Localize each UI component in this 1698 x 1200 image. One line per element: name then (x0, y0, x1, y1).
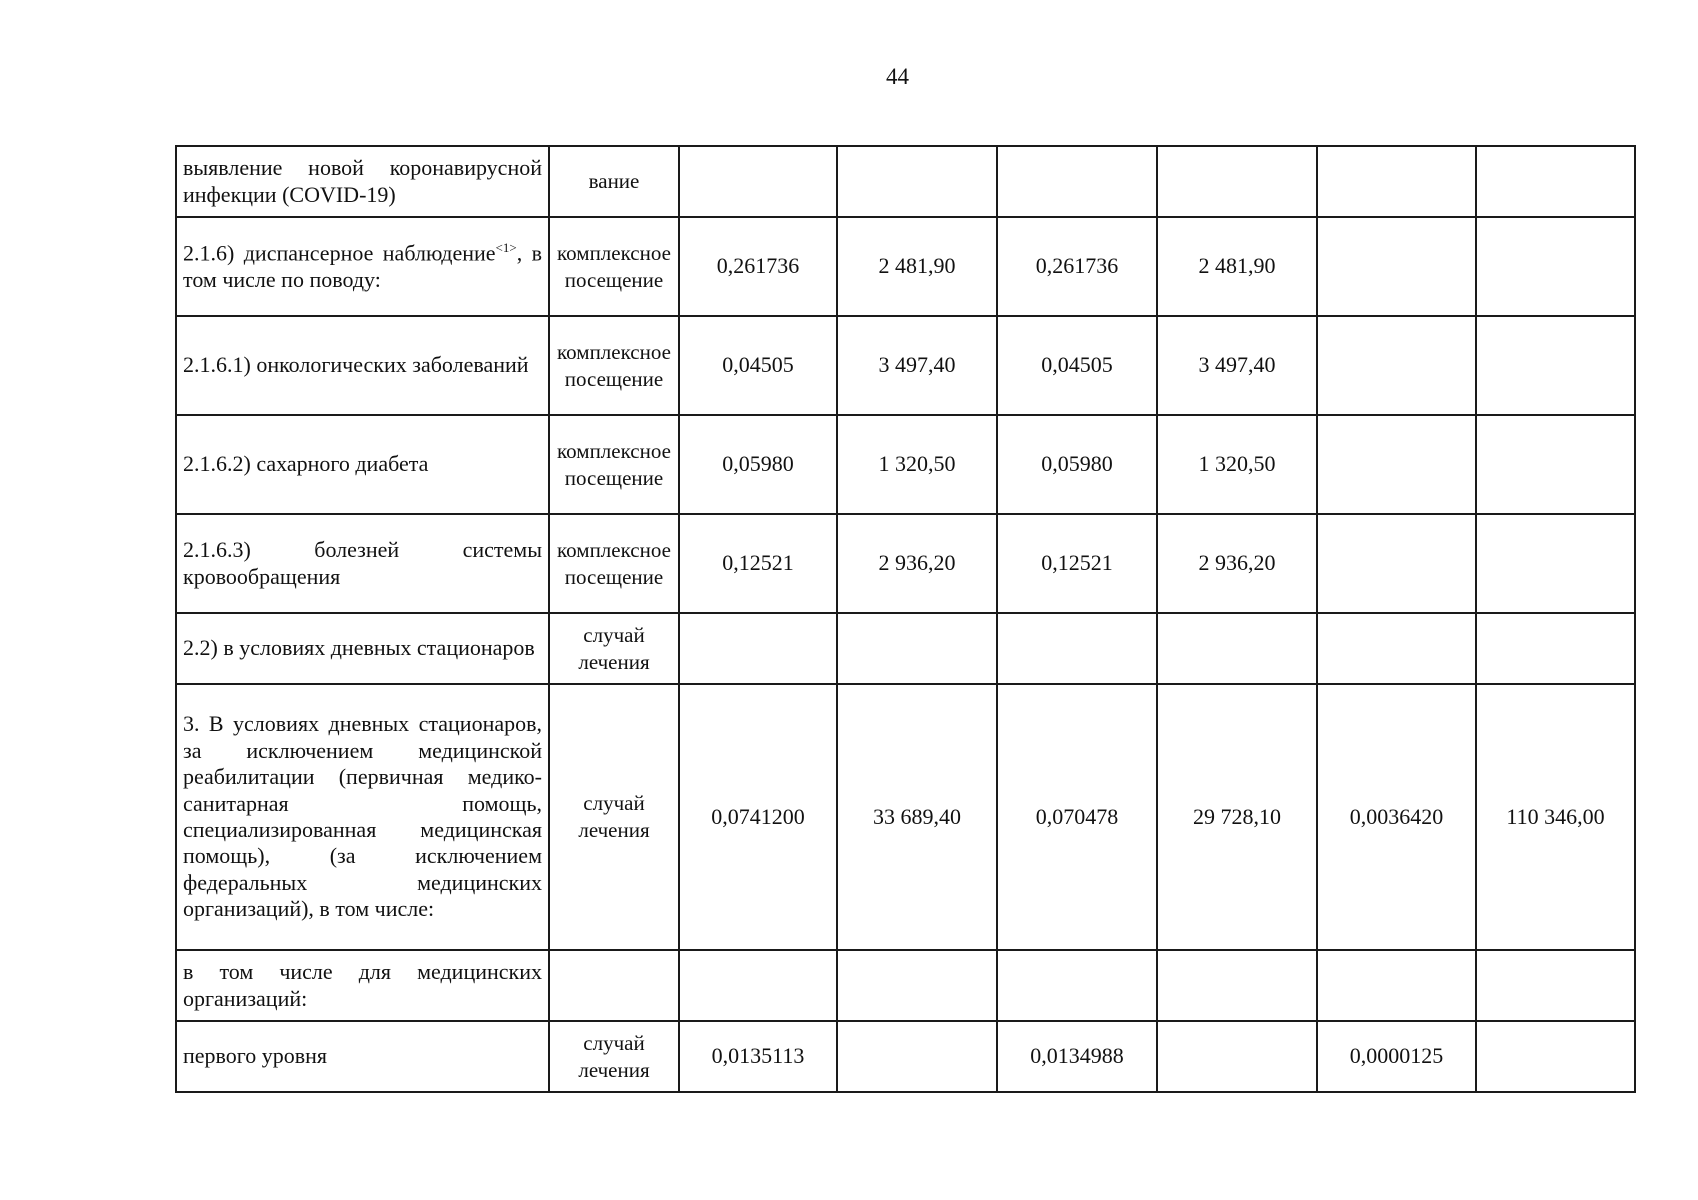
row-unit (549, 950, 679, 1021)
table-row (176, 316, 1635, 415)
row-cell (1157, 146, 1317, 217)
row-cell (837, 613, 997, 684)
table-row (176, 684, 1635, 950)
row-cell (1317, 146, 1476, 217)
row-cell: 0,261736 (679, 217, 837, 316)
row-unit: комплексное посещение (549, 217, 679, 316)
row-cell: 33 689,40 (837, 684, 997, 950)
row-cell (1317, 415, 1476, 514)
row-cell: 0,0134988 (997, 1021, 1157, 1092)
row-cell: 0,261736 (997, 217, 1157, 316)
data-table (175, 145, 1636, 1093)
row-cell (679, 146, 837, 217)
row-cell (1476, 950, 1635, 1021)
row-cell: 110 346,00 (1476, 684, 1635, 950)
row-cell: 3 497,40 (1157, 316, 1317, 415)
row-name: выявление новой коронавирусной инфекции (COVID-19) (176, 146, 549, 217)
row-cell: 0,0000125 (1317, 1021, 1476, 1092)
row-cell: 2 936,20 (837, 514, 997, 613)
row-cell (1476, 316, 1635, 415)
row-cell (679, 950, 837, 1021)
row-cell (837, 146, 997, 217)
row-name: 2.1.6.2) сахарного диабета (176, 415, 549, 514)
row-cell (1476, 217, 1635, 316)
row-name: 2.1.6.3) болезней системы кровообращения (176, 514, 549, 613)
row-cell: 29 728,10 (1157, 684, 1317, 950)
row-cell: 2 936,20 (1157, 514, 1317, 613)
row-unit: случай лечения (549, 1021, 679, 1092)
row-cell: 0,05980 (997, 415, 1157, 514)
row-cell: 3 497,40 (837, 316, 997, 415)
row-unit: комплексное посещение (549, 316, 679, 415)
row-name: в том числе для медицинских организаций: (176, 950, 549, 1021)
row-name-main: 2.1.6) диспансерное наблюдение (183, 240, 496, 266)
table-row (176, 950, 1635, 1021)
row-unit: вание (549, 146, 679, 217)
row-cell (997, 613, 1157, 684)
table-row (176, 217, 1635, 316)
row-cell: 0,070478 (997, 684, 1157, 950)
row-cell (1317, 514, 1476, 613)
row-cell: 0,04505 (997, 316, 1157, 415)
row-cell (1317, 950, 1476, 1021)
row-name: 2.2) в условиях дневных стационаров (176, 613, 549, 684)
row-cell (679, 613, 837, 684)
row-cell (1317, 217, 1476, 316)
table-row (176, 415, 1635, 514)
row-cell (1157, 950, 1317, 1021)
row-name-tail: , в том числе по поводу: (183, 240, 542, 292)
row-cell: 2 481,90 (837, 217, 997, 316)
row-cell (997, 950, 1157, 1021)
row-cell: 0,12521 (997, 514, 1157, 613)
row-cell (1317, 613, 1476, 684)
row-name: первого уровня (176, 1021, 549, 1092)
footnote-marker: <1> (495, 239, 517, 255)
row-cell: 0,0036420 (1317, 684, 1476, 950)
row-cell: 0,04505 (679, 316, 837, 415)
row-cell: 1 320,50 (1157, 415, 1317, 514)
row-cell: 2 481,90 (1157, 217, 1317, 316)
row-unit: случай лечения (549, 613, 679, 684)
row-cell (997, 146, 1157, 217)
row-cell: 0,0135113 (679, 1021, 837, 1092)
row-cell (837, 1021, 997, 1092)
row-cell (1157, 613, 1317, 684)
row-cell (1476, 415, 1635, 514)
page-number: 44 (886, 64, 909, 89)
row-cell (1476, 514, 1635, 613)
row-cell: 1 320,50 (837, 415, 997, 514)
table-row (176, 613, 1635, 684)
row-name: 3. В условиях дневных стационаров, за исключением медицинской реабилитации (первичная медико-санитарная помощь, специализированная медицинская помощь), (за исключением федеральных медицинских организаций), в том числе: (176, 684, 549, 950)
row-cell: 0,0741200 (679, 684, 837, 950)
row-cell (1476, 613, 1635, 684)
row-unit: комплексное посещение (549, 415, 679, 514)
row-unit: комплексное посещение (549, 514, 679, 613)
row-cell (1476, 1021, 1635, 1092)
row-cell (1317, 316, 1476, 415)
row-name: 2.1.6.1) онкологических заболеваний (176, 316, 549, 415)
table-row (176, 514, 1635, 613)
row-cell (1476, 146, 1635, 217)
row-cell (837, 950, 997, 1021)
table-row (176, 146, 1635, 217)
row-unit: случай лечения (549, 684, 679, 950)
table-row (176, 1021, 1635, 1092)
row-cell: 0,12521 (679, 514, 837, 613)
row-cell: 0,05980 (679, 415, 837, 514)
row-name (176, 217, 549, 316)
row-cell (1157, 1021, 1317, 1092)
